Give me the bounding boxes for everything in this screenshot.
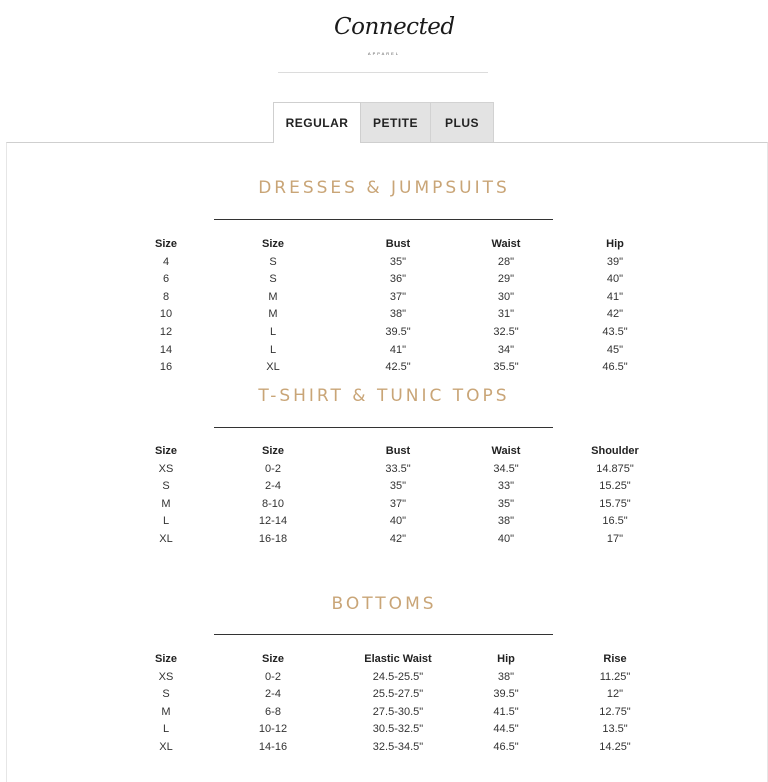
- table-cell: 34.5": [493, 462, 519, 475]
- table-cell: 8-10: [261, 497, 285, 510]
- table-row: [130, 686, 670, 704]
- table-row: [130, 513, 670, 531]
- table-cell: S: [269, 273, 277, 286]
- table-cell: 2-4: [265, 480, 281, 493]
- table-cell: 32.5-34.5": [372, 740, 424, 753]
- table-cell: M: [161, 497, 171, 510]
- column-header: Size: [154, 445, 177, 457]
- table-cell: 27.5-30.5": [372, 705, 424, 718]
- table-cell: 4: [162, 255, 170, 268]
- column-header: Waist: [491, 238, 521, 250]
- table-cell: 40": [497, 532, 515, 545]
- table-row: [130, 531, 670, 549]
- brand-logo: [334, 14, 455, 60]
- table-cell: 39": [606, 255, 624, 268]
- section-divider-dresses: [214, 219, 553, 220]
- table-cell: 29": [497, 273, 515, 286]
- logo-divider: [278, 72, 488, 73]
- table-cell: 33": [497, 480, 515, 493]
- table-cell: 40": [389, 515, 407, 528]
- tab-regular[interactable]: REGULAR: [273, 102, 361, 143]
- table-cell: 46.5": [602, 361, 628, 374]
- table-cell: 43.5": [602, 325, 628, 338]
- section-title-bottoms: BOTTOMS: [331, 594, 437, 614]
- size-category-tabs: [273, 102, 494, 142]
- table-cell: 16-18: [258, 532, 288, 545]
- column-header: Elastic Waist: [364, 653, 432, 665]
- table-cell: 11.25": [599, 670, 631, 683]
- table-cell: 30": [497, 290, 515, 303]
- table-cell: S: [162, 688, 170, 701]
- table-cell: 35": [389, 480, 407, 493]
- table-cell: 38": [497, 670, 515, 683]
- table-row: [130, 342, 670, 360]
- table-cell: XL: [266, 361, 280, 374]
- table-cell: XS: [158, 670, 174, 683]
- logo-script-text: Connected: [334, 14, 455, 40]
- table-cell: 31": [497, 308, 515, 321]
- column-header: Shoulder: [591, 445, 639, 457]
- table-cell: 13.5": [602, 723, 628, 736]
- table-row: [130, 306, 670, 324]
- column-header: Size: [154, 238, 177, 250]
- table-cell: 10: [159, 308, 173, 321]
- table-cell: 14.875": [596, 462, 634, 475]
- table-cell: 35": [497, 497, 515, 510]
- size-table-bottoms: [130, 651, 670, 757]
- table-cell: 40": [606, 273, 624, 286]
- table-cell: S: [269, 255, 277, 268]
- table-row: [130, 254, 670, 272]
- table-cell: 37": [389, 290, 407, 303]
- table-cell: 12-14: [258, 515, 288, 528]
- table-row: [130, 669, 670, 687]
- table-cell: 36": [389, 273, 407, 286]
- table-cell: L: [162, 515, 170, 528]
- table-cell: 30.5-32.5": [372, 723, 424, 736]
- section-title-tops: T-SHIRT & TUNIC TOPS: [258, 386, 510, 406]
- table-cell: 15.75": [599, 497, 631, 510]
- table-cell: M: [268, 308, 278, 321]
- table-row: [130, 496, 670, 514]
- table-cell: 12": [606, 688, 624, 701]
- table-header-row: [130, 443, 670, 461]
- section-title-dresses: DRESSES & JUMPSUITS: [258, 178, 510, 198]
- table-cell: 0-2: [265, 462, 281, 475]
- table-header-row: [130, 236, 670, 254]
- table-row: [130, 324, 670, 342]
- table-cell: 42": [606, 308, 624, 321]
- table-cell: 28": [497, 255, 515, 268]
- column-header: Size: [261, 445, 284, 457]
- table-cell: 25.5-27.5": [372, 688, 424, 701]
- table-row: [130, 721, 670, 739]
- table-cell: M: [268, 290, 278, 303]
- table-cell: XL: [159, 532, 173, 545]
- table-row: [130, 704, 670, 722]
- table-cell: 12: [159, 325, 173, 338]
- table-cell: 16.5": [602, 515, 628, 528]
- table-header-row: [130, 651, 670, 669]
- size-table-dresses: [130, 236, 670, 377]
- section-divider-tops: [214, 427, 553, 428]
- table-cell: 2-4: [265, 688, 281, 701]
- table-cell: 12.75": [599, 705, 631, 718]
- table-row: [130, 289, 670, 307]
- table-cell: 45": [606, 343, 624, 356]
- table-cell: 6-8: [265, 705, 281, 718]
- logo-subtext: APPAREL: [367, 51, 401, 56]
- table-cell: 35.5": [493, 361, 519, 374]
- table-row: [130, 271, 670, 289]
- table-cell: 41.5": [493, 705, 519, 718]
- table-cell: 39.5": [385, 325, 411, 338]
- table-cell: S: [162, 480, 170, 493]
- table-row: [130, 478, 670, 496]
- column-header: Hip: [606, 238, 624, 250]
- tab-plus[interactable]: PLUS: [431, 102, 494, 142]
- tab-petite[interactable]: PETITE: [361, 102, 431, 142]
- table-cell: 32.5": [493, 325, 519, 338]
- table-cell: 10-12: [258, 723, 288, 736]
- table-cell: M: [161, 705, 171, 718]
- table-cell: 38": [389, 308, 407, 321]
- table-cell: 37": [389, 497, 407, 510]
- table-cell: 38": [497, 515, 515, 528]
- table-cell: 24.5-25.5": [372, 670, 424, 683]
- table-cell: L: [269, 325, 277, 338]
- table-cell: 35": [389, 255, 407, 268]
- table-cell: 0-2: [265, 670, 281, 683]
- table-cell: 14.25": [599, 740, 631, 753]
- table-cell: L: [269, 343, 277, 356]
- column-header: Waist: [491, 445, 521, 457]
- table-cell: 41": [389, 343, 407, 356]
- table-cell: 42": [389, 532, 407, 545]
- column-header: Bust: [385, 445, 411, 457]
- table-cell: 34": [497, 343, 515, 356]
- column-header: Hip: [497, 653, 515, 665]
- table-cell: 16: [159, 361, 173, 374]
- table-cell: 46.5": [493, 740, 519, 753]
- table-row: [130, 461, 670, 479]
- table-cell: 39.5": [493, 688, 519, 701]
- table-cell: 8: [162, 290, 170, 303]
- table-cell: 14: [159, 343, 173, 356]
- table-row: [130, 739, 670, 757]
- table-cell: 33.5": [385, 462, 411, 475]
- table-cell: XS: [158, 462, 174, 475]
- size-table-tops: [130, 443, 670, 549]
- table-cell: XL: [159, 740, 173, 753]
- table-cell: 6: [162, 273, 170, 286]
- table-cell: 41": [606, 290, 624, 303]
- table-cell: 17": [606, 532, 624, 545]
- column-header: Size: [154, 653, 177, 665]
- section-divider-bottoms: [214, 634, 553, 635]
- table-cell: 15.25": [599, 480, 631, 493]
- column-header: Bust: [385, 238, 411, 250]
- table-cell: 14-16: [258, 740, 288, 753]
- table-cell: 42.5": [385, 361, 411, 374]
- column-header: Size: [261, 238, 284, 250]
- table-cell: 44.5": [493, 723, 519, 736]
- table-row: [130, 359, 670, 377]
- table-cell: L: [162, 723, 170, 736]
- column-header: Rise: [603, 653, 627, 665]
- column-header: Size: [261, 653, 284, 665]
